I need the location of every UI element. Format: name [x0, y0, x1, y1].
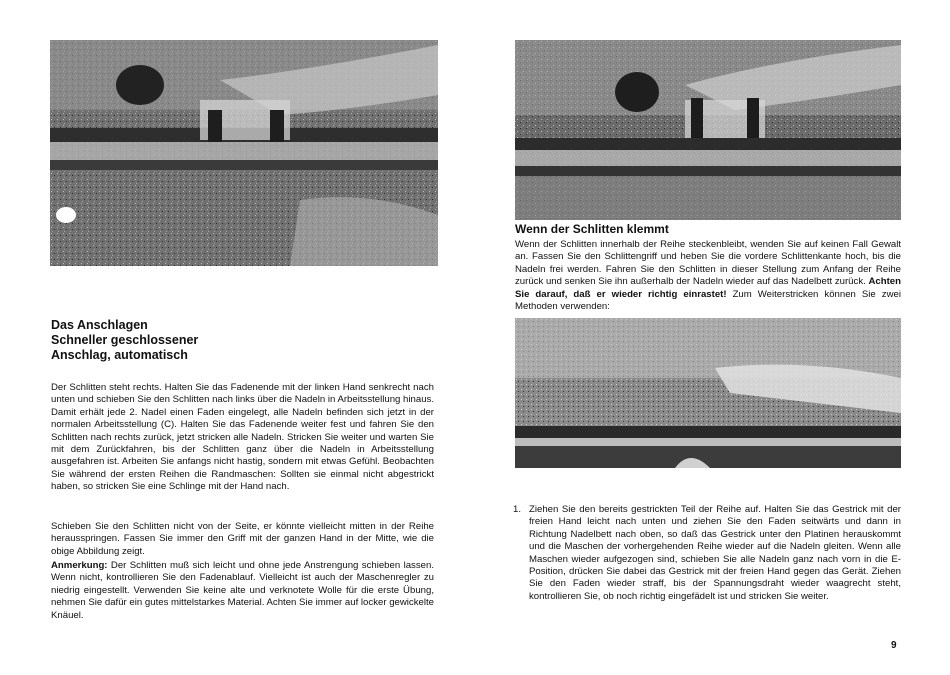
- right-paragraph-1-bold: Achten Sie darauf, daß er wieder richtig einrastet!: [515, 276, 901, 300]
- list-item-text: Ziehen Sie den bereits gestrickten Teil der Reihe auf. Halten Sie das Gestrick mit der freien Hand leicht nach unten und ziehen Sie den Faden seitwärts und dann in Richtung Nadelbett nach oben, so daß das Gestrick unter den Platinen herauskommt und die Maschen der vorhergehenden Reihe wieder auf die Nadeln gleiten. Wenn alle Maschen wieder aufgezogen sind, schieben Sie alle Nadeln ganz nach vorn in die E-Position, drücken Sie dabei das Gestrick mit der freien Hand gegen das Gerät. Ziehen Sie den Faden wieder straff, bis der Spannungsdraht wieder waagrecht steht, kontrollieren Sie, ob noch richtig eingefädelt ist und stricken Sie weiter.: [529, 504, 901, 602]
- right-paragraph-1-b: Zum Weiterstricken können Sie zwei Methoden verwenden:: [515, 288, 901, 313]
- right-paragraph-1: [515, 239, 901, 313]
- page-number: 9: [891, 640, 897, 651]
- left-heading: [51, 318, 431, 363]
- knitting-machine-photo-left: [50, 40, 438, 266]
- note-label: Anmerkung:: [51, 560, 108, 571]
- knitting-machine-photo-right-top: [515, 40, 901, 220]
- left-paragraph-2: Schieben Sie den Schlitten nicht von der Seite, er könnte vielleicht mitten in der Reihe herausspringen. Fassen Sie immer den Griff mit der ganzen Hand in der Mitte, wie die obige Abbildung zeigt.: [51, 521, 434, 557]
- note-text: Der Schlitten muß sich leicht und ohne jede Anstrengung schieben lassen. Wenn nicht, kontrollieren Sie den Fadenablauf. Vielleicht ist auch der Maschenregler zu niedrig eingestellt. Verwenden Sie keine alte und verknotete Wolle für die erste Übung, nehmen Sie dafür ein gutes mittelstarkes Material. Achten Sie immer auf locker gewickelte Knäuel.: [51, 560, 434, 621]
- left-heading-line-1: Das Anschlagen: [51, 318, 148, 332]
- list-item-1: [513, 504, 901, 603]
- left-paragraph-1: Der Schlitten steht rechts. Halten Sie das Fadenende mit der linken Hand senkrecht nach unten und schieben Sie den Schlitten nach links über die Nadeln in Arbeitsstellung hinaus. Damit erhält jede 2. Nadel einen Faden eingelegt, alle Nadeln befinden sich jetzt in der normalen Arbeitsstellung (C). Halten Sie das Fadenende weiter fest und fahren Sie den Schlitten nach rechts zurück, jetzt stricken alle Nadeln. Stricken Sie weiter und warten Sie mit dem Zurückfahren, bis der Schlitten ganz über die Nadeln in Arbeitsstellung ausgefahren ist. Arbeiten Sie anfangs nicht hastig, sondern mit etwas Gefühl. Beobachten Sie während der ersten Reihen die Randmaschen: Sollten sie einmal nicht abgestrickt haben, so stricken Sie eine Schlinge mit der Hand nach.: [51, 382, 434, 493]
- right-heading: Wenn der Schlitten klemmt: [515, 222, 669, 236]
- left-heading-line-2: Schneller geschlossener: [51, 333, 199, 347]
- list-item-number: 1.: [513, 504, 522, 515]
- right-paragraph-1-a: Wenn der Schlitten innerhalb der Reihe steckenbleibt, wenden Sie auf keinen Fall Gewalt an. Fassen Sie den Schlittengriff und heben Sie die vordere Schlittenkante hoch, bis die Nadeln frei werden. Fahren Sie den Schlitten in dieser Stellung zum Anfang der Reihe zurück und senken Sie ihn außerhalb der Nadeln wieder auf das Nadelbett zurück.: [515, 239, 901, 288]
- left-note: [51, 560, 434, 622]
- left-heading-line-3: Anschlag, automatisch: [51, 348, 188, 362]
- knitting-fabric-photo-right: [515, 318, 901, 468]
